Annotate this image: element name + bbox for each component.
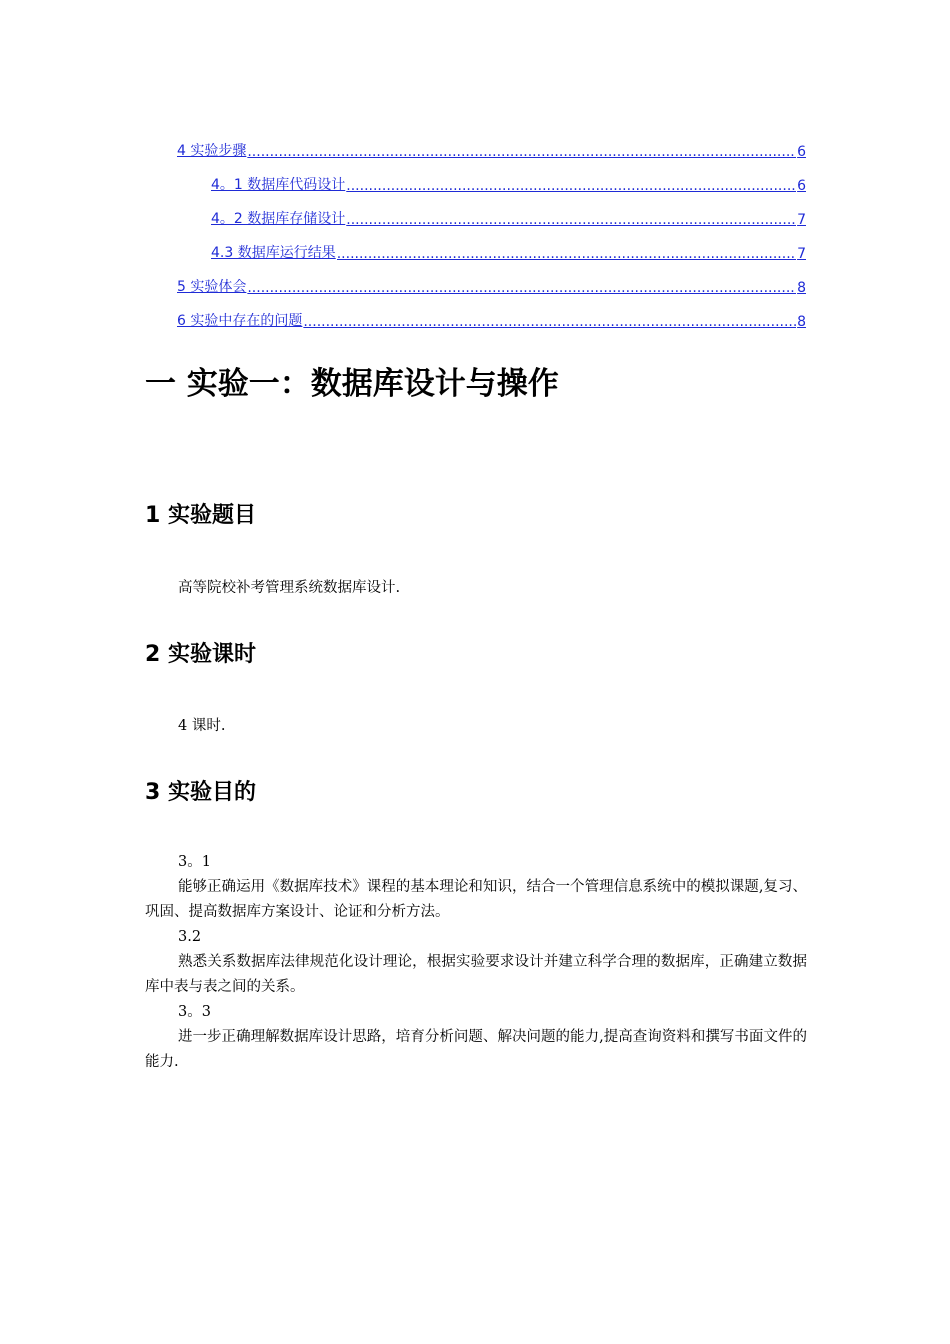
chapter-title: 一 实验一：数据库设计与操作 [145,366,559,402]
section-heading-topic: 1 实验题目 [145,503,256,528]
toc-item-label: 4 实验步骤 [177,143,247,159]
table-of-contents [177,126,806,330]
toc-item-run-results[interactable] [177,228,806,262]
section-text-hours: 4 课时. [178,718,226,734]
toc-leader-dots [337,246,796,262]
toc-leader-dots [346,178,796,194]
toc-item-steps[interactable] [177,126,806,160]
toc-item-page: 6 [797,178,806,194]
purpose-item-text: 进一步正确理解数据库设计思路，培育分析问题、解决问题的能力,提高查询资料和撰写书面文件的能力. [145,1029,807,1070]
purpose-item-text: 能够正确运用《数据库技术》课程的基本理论和知识，结合一个管理信息系统中的模拟课题,复习、巩固、提高数据库方案设计、论证和分析方法。 [145,879,807,920]
toc-item-page: 7 [797,212,806,228]
purpose-item-number: 3。1 [178,854,211,870]
toc-item-page: 6 [797,144,806,160]
purpose-item-text: 熟悉关系数据库法律规范化设计理论，根据实验要求设计并建立科学合理的数据库，正确建立数据库中表与表之间的关系。 [145,954,807,995]
toc-item-label: 4。2 数据库存储设计 [211,211,346,227]
toc-leader-dots [303,314,796,330]
toc-item-problems[interactable] [177,296,806,330]
toc-leader-dots [247,280,796,296]
toc-item-page: 7 [797,246,806,262]
toc-item-reflections[interactable] [177,262,806,296]
toc-item-label: 5 实验体会 [177,279,247,295]
toc-item-label: 4。1 数据库代码设计 [211,177,346,193]
purpose-item-number: 3.2 [178,929,202,945]
purpose-item-number: 3。3 [178,1004,211,1020]
section-heading-purpose: 3 实验目的 [145,780,256,805]
section-text-topic: 高等院校补考管理系统数据库设计. [178,580,401,596]
toc-item-page: 8 [797,280,806,296]
toc-item-page: 8 [797,314,806,330]
purpose-list [145,850,807,1075]
toc-item-label: 6 实验中存在的问题 [177,313,303,329]
toc-item-label: 4.3 数据库运行结果 [211,245,336,261]
toc-item-code-design[interactable] [177,160,806,194]
toc-leader-dots [346,212,796,228]
toc-leader-dots [247,144,796,160]
section-heading-hours: 2 实验课时 [145,642,256,667]
toc-item-storage-design[interactable] [177,194,806,228]
